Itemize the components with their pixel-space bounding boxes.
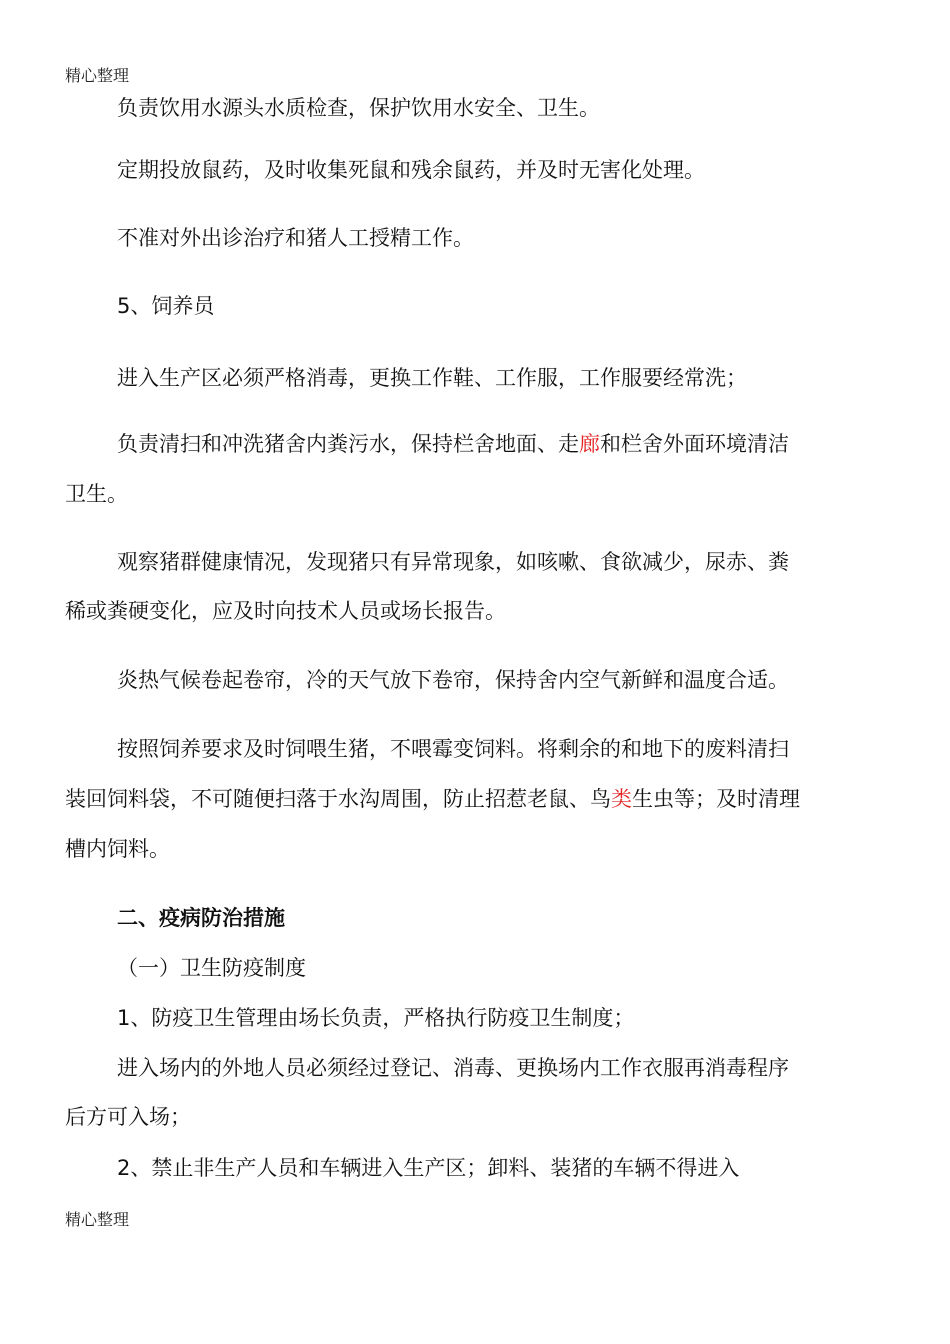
paragraph-line: 进入场内的外地人员必须经过登记、消毒、更换场内工作衣服再消毒程序 — [117, 1056, 789, 1080]
text-run: 负责清扫和冲洗猪舍内粪污水，保持栏舍地面、走 — [117, 432, 579, 456]
highlighted-char: 廊 — [579, 432, 600, 456]
paragraph-line: 1、防疫卫生管理由场长负责，严格执行防疫卫生制度； — [117, 1006, 635, 1030]
paragraph-line: 槽内饲料。 — [65, 837, 170, 861]
paragraph-line: 负责饮用水源头水质检查，保护饮用水安全、卫生。 — [117, 96, 600, 120]
paragraph-line: 不准对外出诊治疗和猪人工授精工作。 — [117, 226, 474, 250]
paragraph-line: 2、禁止非生产人员和车辆进入生产区；卸料、装猪的车辆不得进入 — [117, 1156, 740, 1180]
paragraph-line: 卫生。 — [65, 482, 128, 506]
section-heading: 二、疫病防治措施 — [117, 906, 285, 930]
paragraph-line — [65, 787, 895, 811]
paragraph-line: 观察猪群健康情况，发现猪只有异常现象，如咳嗽、食欲减少，尿赤、粪 — [117, 550, 789, 574]
highlighted-char: 类 — [611, 787, 632, 811]
paragraph-line: 后方可入场； — [65, 1105, 191, 1129]
page-header: 精心整理 — [65, 66, 130, 85]
section-heading: 5、饲养员 — [117, 294, 215, 318]
paragraph-line — [117, 432, 947, 456]
page-footer: 精心整理 — [65, 1210, 130, 1229]
paragraph-line: 定期投放鼠药，及时收集死鼠和残余鼠药，并及时无害化处理。 — [117, 158, 705, 182]
text-run: 和栏舍外面环境清洁 — [600, 432, 789, 456]
text-run: 生虫等；及时清理 — [632, 787, 800, 811]
paragraph-line: 进入生产区必须严格消毒，更换工作鞋、工作服，工作服要经常洗； — [117, 366, 747, 390]
text-run: 装回饲料袋，不可随便扫落于水沟周围，防止招惹老鼠、鸟 — [65, 787, 611, 811]
paragraph-line: 按照饲养要求及时饲喂生猪，不喂霉变饲料。将剩余的和地下的废料清扫 — [117, 737, 789, 761]
paragraph-line: 炎热气候卷起卷帘，冷的天气放下卷帘，保持舍内空气新鲜和温度合适。 — [117, 668, 789, 692]
subsection-heading: （一）卫生防疫制度 — [117, 956, 306, 980]
paragraph-line: 稀或粪硬变化，应及时向技术人员或场长报告。 — [65, 599, 506, 623]
